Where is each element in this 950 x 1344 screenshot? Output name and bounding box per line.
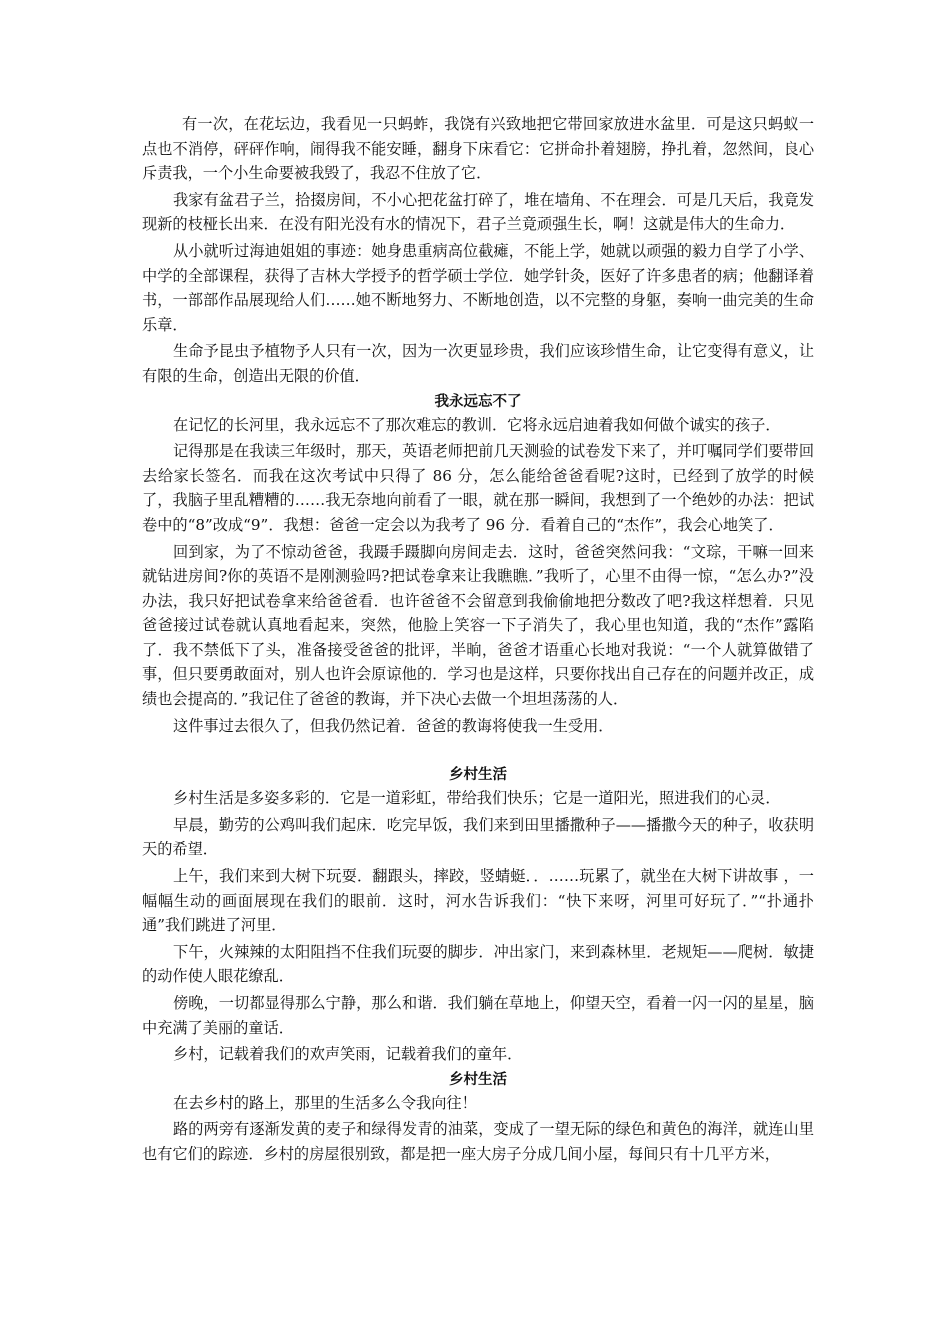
paragraph: 上午，我们来到大树下玩耍．翻跟头，摔跤，竖蜻蜓．．……玩累了，就坐在大树下讲故事 ，一幅幅生动的画面展现在我们的眼前．这时，河水告诉我们：“快下来呀，河里可好玩了．”“扑通扑通”我们跳进了河里．: [142, 867, 814, 935]
paragraph: 乡村，记载着我们的欢声笑雨，记载着我们的童年．: [173, 1045, 523, 1064]
blank-line: [142, 740, 814, 762]
paragraph: 这件事过去很久了，但我仍然记着．爸爸的教诲将使我一生受用．: [173, 716, 614, 735]
paragraph: 有一次，在花坛边，我看见一只蚂蚱，我饶有兴致地把它带回家放进水盆里．可是这只蚂蚁一点也不消停，砰砰作响，闹得我不能安睡，翻身下床看它：它拼命扑着翅膀，挣扎着，忽然间，良心斥责我，一个小生命要被我毁了，我忍不住放了它．: [142, 115, 814, 183]
paragraph: 我家有盆君子兰，拾掇房间，不小心把花盆打碎了，堆在墙角、不在理会．可是几天后，我竟发现新的枝桠长出来．在没有阳光没有水的情况下，君子兰竟顽强生长，啊！这就是伟大的生命力．: [142, 190, 814, 234]
paragraph: 傍晚，一切都显得那么宁静，那么和谐．我们躺在草地上，仰望天空，看着一闪一闪的星星，脑中充满了美丽的童话．: [142, 994, 814, 1037]
paragraph: 早晨，勤劳的公鸡叫我们起床．吃完早饭，我们来到田里播撒种子——播撒今天的种子，收获明天的希望．: [142, 815, 814, 859]
paragraph: 从小就听过海迪姐姐的事迹：她身患重病高位截瘫，不能上学，她就以顽强的毅力自学了小学、中学的全部课程，获得了吉林大学授予的哲学硕士学位．她学针灸，医好了许多患者的病；他翻译着书，一部部作品展现给人们……她不断地努力、不断地创造，以不完整的身躯，奏响一曲完美的生命乐章．: [142, 241, 814, 334]
paragraph: 乡村生活是多姿多彩的．它是一道彩虹，带给我们快乐；它是一道阳光，照进我们的心灵．: [173, 789, 781, 808]
document-page: [142, 112, 814, 1169]
paragraph: 回到家，为了不惊动爸爸，我蹑手蹑脚向房间走去．这时，爸爸突然问我：“文琮，干嘛一回来就钻进房间?你的英语不是刚测验吗?把试卷拿来让我瞧瞧．”我听了，心里不由得一惊，“怎么办?”没办法，我只好把试卷拿来给爸爸看．也许爸爸不会留意到我偷偷地把分数改了吧?我这样想着．只见爸爸接过试卷就认真地看起来，突然，他脸上笑容一下子消失了，我心里也知道，我的“杰作”露陷了．我不禁低下了头，准备接受爸爸的批评，半晌，爸爸才语重心长地对我说：“一个人就算做错了事，但只要勇敢面对，别人也许会原谅他的．学习也是这样，只要你找出自己存在的问题并改正，成绩也会提高的．”我记住了爸爸的教诲，并下决心去做一个坦坦荡荡的人．: [142, 542, 814, 709]
paragraph: 生命予昆虫予植物予人只有一次，因为一次更显珍贵，我们应该珍惜生命，让它变得有意义，让有限的生命，创造出无限的价值．: [142, 342, 814, 385]
essay-title: 乡村生活: [449, 1071, 507, 1088]
essay-title: 乡村生活: [449, 767, 507, 784]
paragraph: 在记忆的长河里，我永远忘不了那次难忘的教训．它将永远启迪着我如何做个诚实的孩子．: [173, 415, 781, 434]
paragraph: 记得那是在我读三年级时，那天，英语老师把前几天测验的试卷发下来了，并叮嘱同学们要带回去给家长签名．而我在这次考试中只得了 86 分，怎么能给爸爸看呢?这时，已经到了放学的时候了，我脑子里乱糟糟的……我无奈地向前看了一眼，就在那一瞬间，我想到了一个绝妙的办法：把试卷中的“8”改成“9”．我想：爸爸一定会以为我考了 96 分．看着自己的“杰作”，我会心地笑了．: [142, 442, 814, 534]
paragraph: 路的两旁有逐渐发黄的麦子和绿得发青的油菜，变成了一望无际的绿色和黄色的海洋，就连山里也有它们的踪迹．乡村的房屋很别致，都是把一座大房子分成几间小屋，每间只有十几平方米，: [142, 1120, 814, 1163]
essay-title: 我永远忘不了: [434, 393, 522, 410]
paragraph: 下午，火辣辣的太阳阻挡不住我们玩耍的脚步．冲出家门，来到森林里．老规矩——爬树．敏捷的动作使人眼花缭乱．: [142, 942, 814, 986]
paragraph: 在去乡村的路上，那里的生活多么令我向往！: [173, 1093, 477, 1112]
